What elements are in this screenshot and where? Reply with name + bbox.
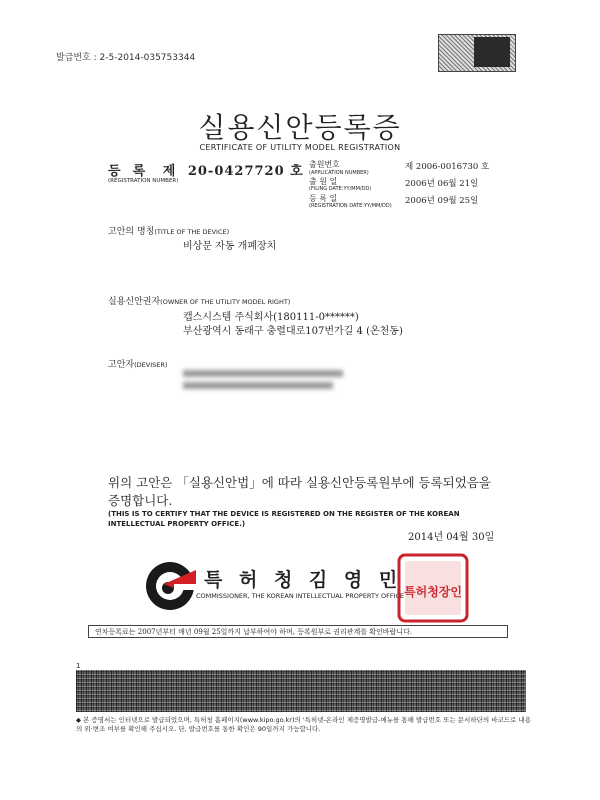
kipo-logo-icon — [144, 560, 196, 612]
page-subtitle: CERTIFICATE OF UTILITY MODEL REGISTRATION — [199, 143, 401, 152]
certification-date: 2014년 04월 30일 — [408, 532, 495, 543]
registration-date-value: 2006년 09월 25일 — [405, 196, 479, 206]
issue-number: 발급번호 : 2-5-2014-035753344 — [56, 53, 196, 63]
registration-number: 20-0427720 호 — [187, 164, 304, 179]
owner-label-en: (OWNER OF THE UTILITY MODEL RIGHT) — [160, 298, 291, 306]
footer-notice: ◆ 본 증명서는 인터넷으로 발급되었으며, 특허청 홈페이지(www.kipo.go.kr)의 '특허넷-온라인 제증명발급-메뉴를 통해 발급번호 또는 문서하단의 바코드로 내용의 위·변조 여부를 확인해 주십시오. 단, 발급번호를 통한 확인은 90일까지 가능합니다. — [76, 716, 531, 733]
registration-label-text: 등 록 제 — [108, 164, 177, 179]
application-label: 출원번호 — [309, 160, 340, 169]
certification-english: (THIS IS TO CERTIFY THAT THE DEVICE IS REGISTERED ON THE REGISTER OF THE KOREAN INTELLECTUAL PROPERTY OFFICE.) — [108, 510, 460, 528]
certification-korean: 위의 고안은 「실용신안법」에 따라 실용신안등록원부에 등록되었음을 증명합니다. — [108, 475, 491, 508]
registration-label — [108, 160, 304, 179]
owner-label — [108, 294, 290, 307]
owner-label-ko: 실용신안권자 — [108, 297, 161, 307]
registration-date-label-en: (REGISTRATION DATE:YY/MM/DD) — [309, 203, 392, 209]
deviser-label — [108, 357, 167, 370]
filing-date-label-en: (FILING DATE:YY/MM/DD) — [309, 186, 372, 192]
verification-barcode — [76, 670, 526, 712]
document-barcode-block — [474, 37, 510, 67]
filing-date-label: 출 원 일 — [309, 177, 338, 186]
official-seal-icon — [395, 552, 471, 624]
seal-text: 특허청장인 — [404, 585, 462, 599]
commissioner-title: COMMISSIONER, THE KOREAN INTELLECTUAL PROPERTY OFFICE — [196, 592, 405, 600]
page-title: 실용신안등록증 — [198, 111, 402, 144]
device-title-value: 비상문 자동 개폐장치 — [183, 241, 277, 252]
registration-label-en: (REGISTRATION NUMBER) — [108, 178, 179, 184]
owner-address: 부산광역시 동래구 충렬대로107번가길 4 (온천동) — [183, 326, 403, 337]
filing-date-value: 2006년 06월 21일 — [405, 179, 479, 189]
deviser-label-ko: 고안자 — [108, 360, 135, 370]
logo-gap — [174, 584, 196, 590]
device-title-label-en: (TITLE OF THE DEVICE) — [154, 228, 230, 236]
device-title-label-ko: 고안의 명칭 — [108, 227, 155, 237]
application-label-en: (APPLICATION NUMBER) — [309, 170, 369, 176]
deviser-redacted-line-2 — [183, 382, 333, 389]
application-number: 제 2006-0016730 호 — [405, 162, 490, 172]
registration-date-label: 등 록 일 — [309, 194, 338, 203]
office-name: 특 허 청 김 영 민 — [204, 569, 403, 591]
owner-name: 캡스시스템 주식회사(180111-0******) — [183, 312, 359, 323]
deviser-label-en: (DEVISER) — [134, 361, 168, 369]
deviser-redacted-line-1 — [183, 370, 343, 377]
page-number: 1 — [76, 662, 81, 670]
device-title-label — [108, 224, 229, 237]
annual-fee-notice: 연차등록료는 2007년부터 매년 09월 25일까지 납부하여야 하며, 등록원부로 권리관계를 확인바랍니다. — [88, 625, 508, 638]
